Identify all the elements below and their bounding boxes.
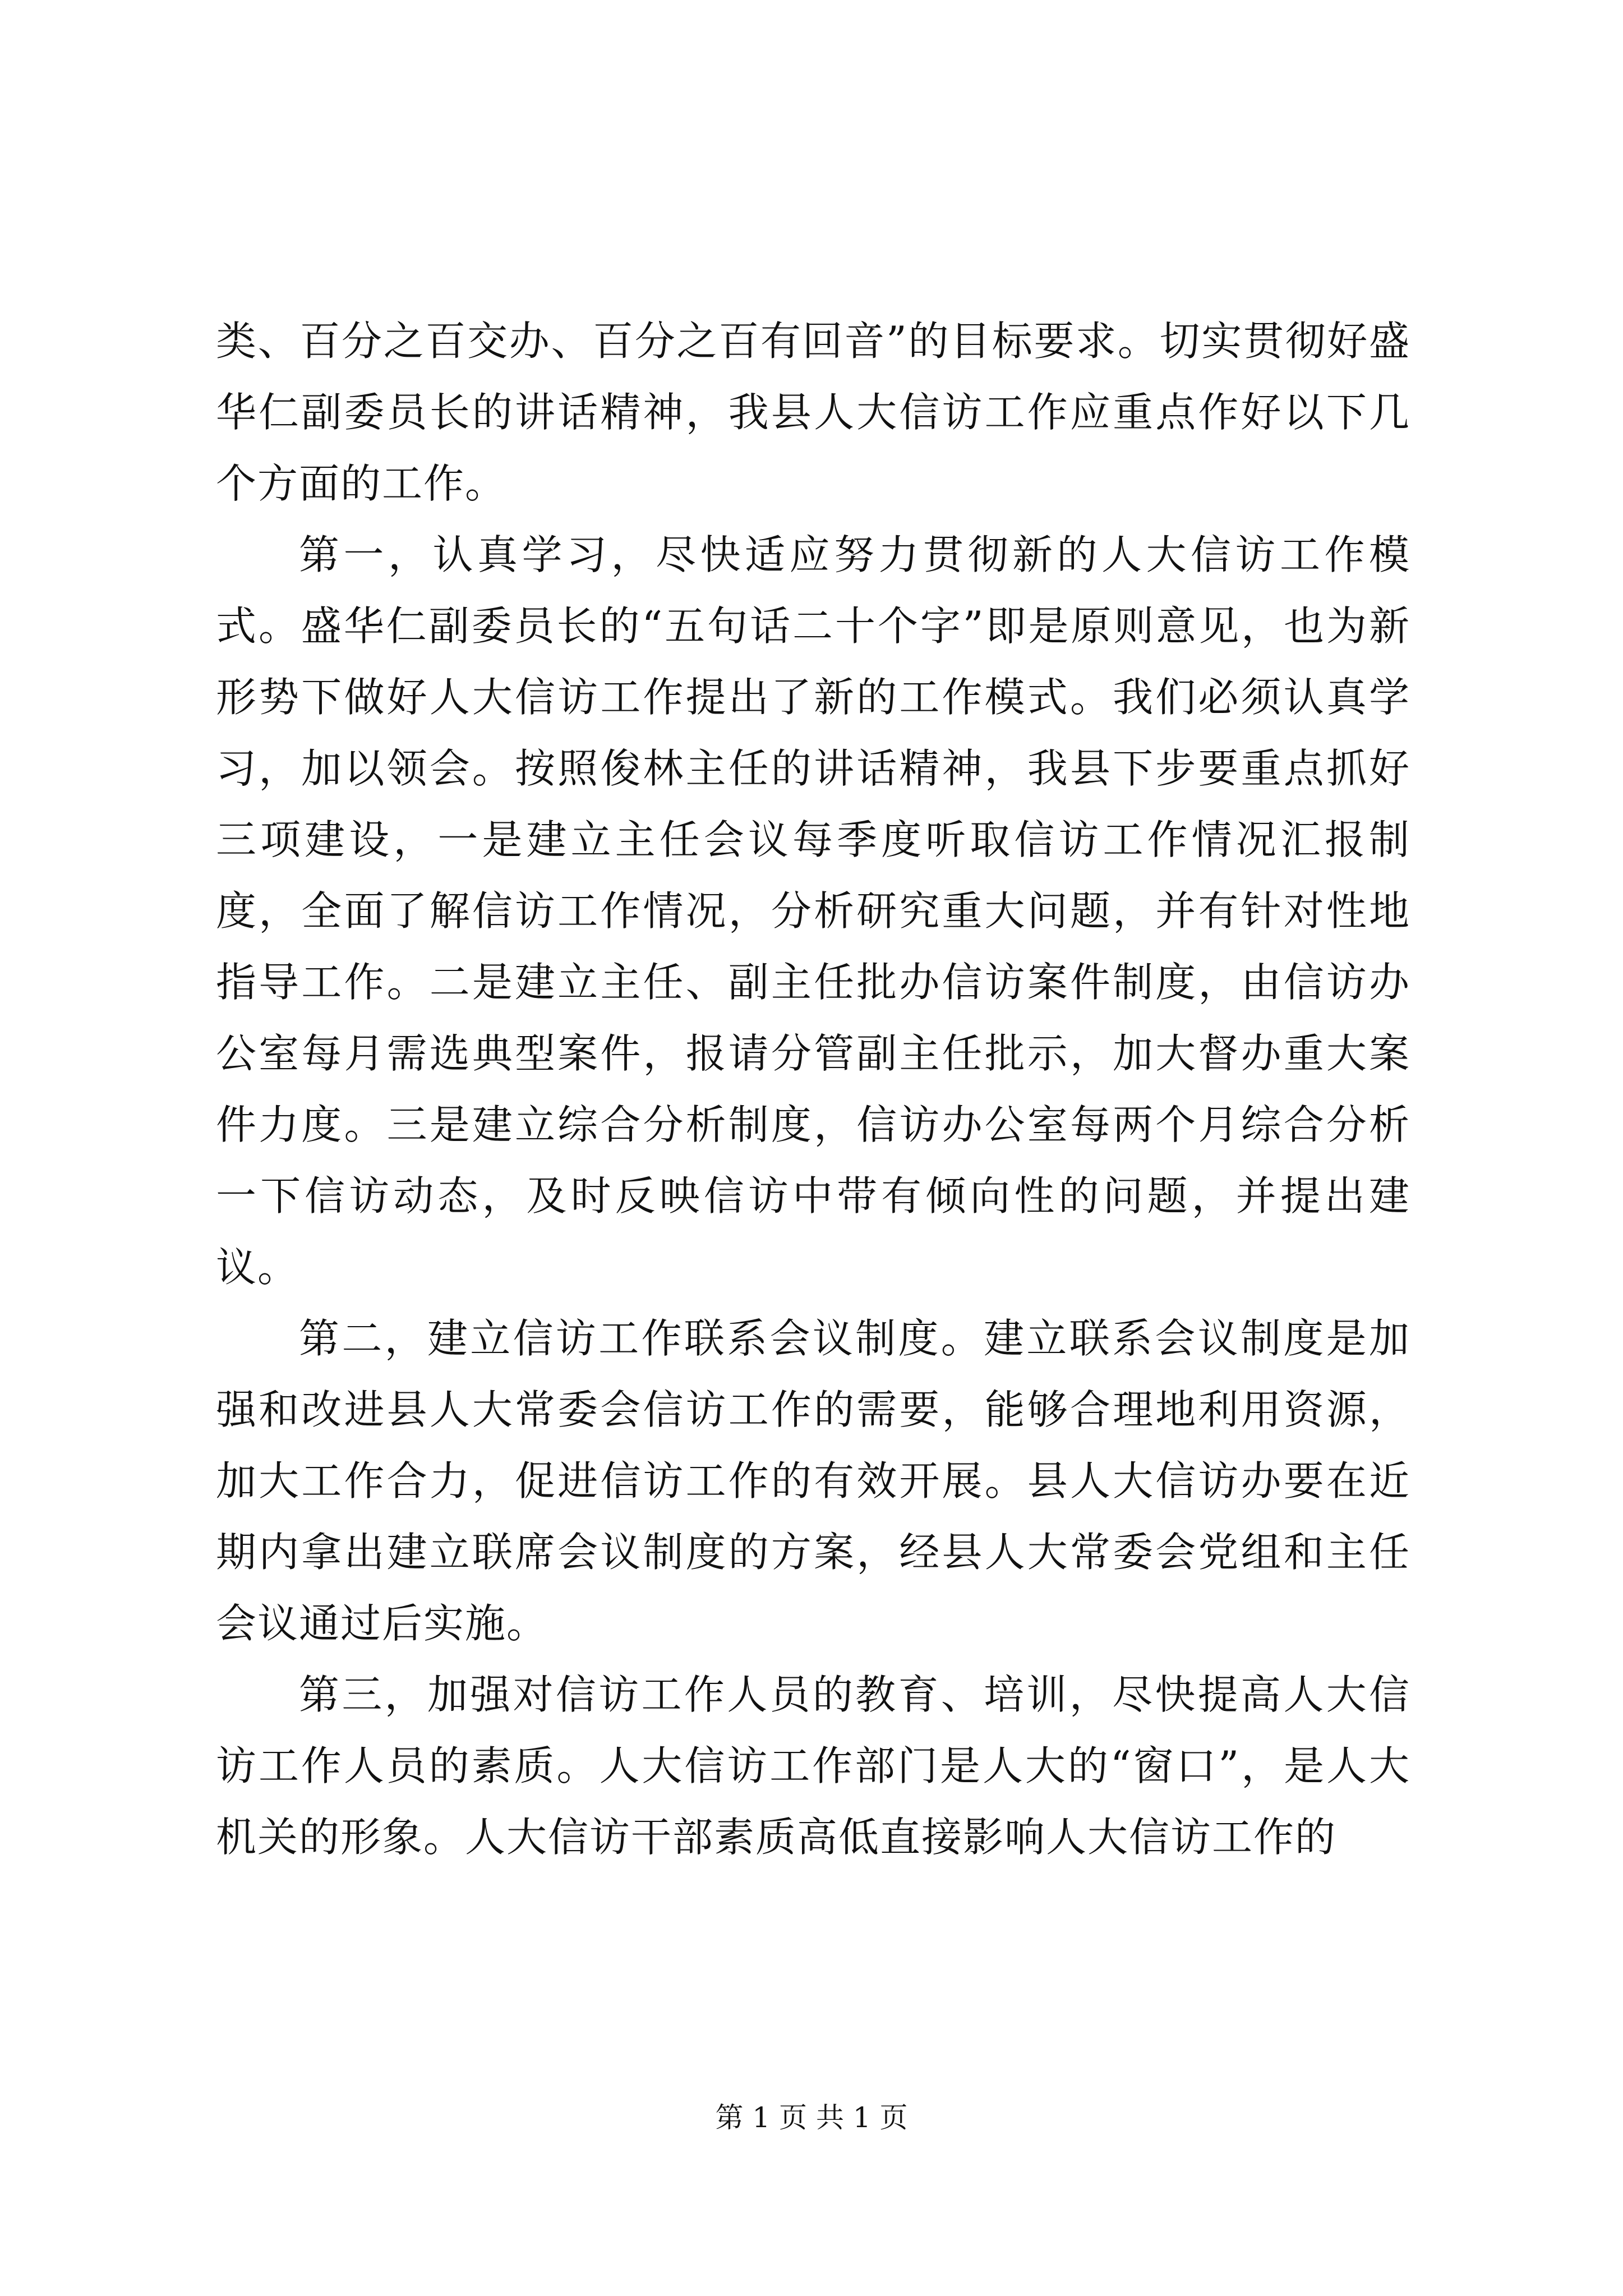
paragraph-continuation: 类、百分之百交办、百分之百有回音”的目标要求。切实贯彻好盛华仁副委员长的讲话精神，我县人大信访工作应重点作好以下几个方面的工作。 [216, 318, 1410, 507]
page-number-footer: 第 1 页 共 1 页 [715, 2101, 908, 2134]
paragraph-second-point: 第二，建立信访工作联系会议制度。建立联系会议制度是加强和改进县人大常委会信访工作的需要，能够合理地利用资源，加大工作合力，促进信访工作的有效开展。县人大信访办要在近期内拿出建立联席会议制度的方案，经县人大常委会党组和主任会议通过后实施。 [216, 1315, 1410, 1647]
paragraph-third-point: 第三，加强对信访工作人员的教育、培训，尽快提高人大信访工作人员的素质。人大信访工作部门是人大的“窗口”，是人大机关的形象。人大信访干部素质高低直接影响人大信访工作的 [216, 1671, 1410, 1861]
document-body [216, 306, 1410, 1873]
paragraph-first-point: 第一，认真学习，尽快适应努力贯彻新的人大信访工作模式。盛华仁副委员长的“五句话二十个字”即是原则意见，也为新形势下做好人大信访工作提出了新的工作模式。我们必须认真学习，加以领会。按照俊林主任的讲话精神，我县下步要重点抓好三项建设，一是建立主任会议每季度听取信访工作情况汇报制度，全面了解信访工作情况，分析研究重大问题，并有针对性地指导工作。二是建立主任、副主任批办信访案件制度，由信访办公室每月需选典型案件，报请分管副主任批示，加大督办重大案件力度。三是建立综合分析制度，信访办公室每两个月综合分析一下信访动态，及时反映信访中带有倾向性的问题，并提出建议。 [216, 531, 1410, 1291]
